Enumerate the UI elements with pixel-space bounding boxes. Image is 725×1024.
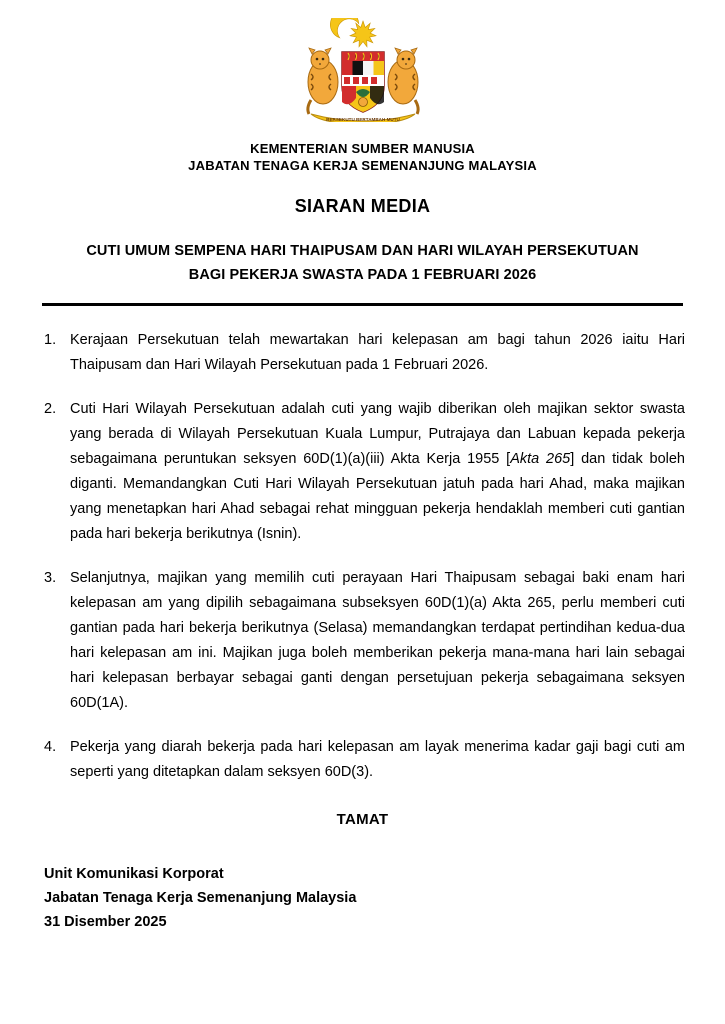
title-line-2: BAGI PEKERJA SWASTA PADA 1 FEBRUARI 2026 <box>188 267 537 283</box>
list-item-text: Selanjutnya, majikan yang memilih cuti perayaan Hari Thaipusam sebagai baki enam hari kelepasan am yang dipilih sebagaimana subseksyen 60D(1)(a) Akta 265, perlu memberi cuti gantian pada hari bekerja berikutnya (Selasa) memandangkan terdapat pertindihan kedua-dua hari kelepasan am ini. Majikan juga boleh memberikan pekerja mana-mana hari lain sebagai hari kelepasan berbayar sebagai ganti dengan persetujuan pekerja sebagaimana seksyen 60D(1A). <box>70 570 685 711</box>
signoff-block <box>32 862 693 934</box>
list-item <box>44 397 685 547</box>
malaysia-coat-of-arms-icon <box>283 18 443 122</box>
list-item-number: 3. <box>44 570 57 586</box>
title-line-1: CUTI UMUM SEMPENA HARI THAIPUSAM DAN HARI WILAYAH PERSEKUTUAN <box>86 243 639 259</box>
list-item <box>44 735 685 785</box>
divider <box>42 303 683 306</box>
end-marker: TAMAT <box>336 811 389 828</box>
list-item-number: 1. <box>44 332 57 348</box>
ministry-heading <box>32 140 693 174</box>
document-body <box>32 328 693 785</box>
list-item-number: 2. <box>44 401 57 417</box>
signoff-date: 31 Disember 2025 <box>44 914 167 930</box>
signoff-department: Jabatan Tenaga Kerja Semenanjung Malaysia <box>44 890 357 906</box>
svg-text:BERSEKUTU BERTAMBAH MUTU: BERSEKUTU BERTAMBAH MUTU <box>325 117 400 122</box>
crest-container <box>32 18 693 126</box>
list-item-text-italic: Akta 265 <box>510 451 571 467</box>
list-item <box>44 566 685 716</box>
list-item-text-part-1: Cuti Hari Wilayah Persekutuan adalah cuti yang wajib diberikan oleh majikan sektor swasta yang berada di Wilayah Persekutuan Kuala Lumpur, Putrajaya dan Labuan kepada pekerja sebagaimana peruntukan seksyen 60D(1)(a)(iii) Akta Kerja 1955 [ <box>70 401 685 467</box>
list-item-text: Pekerja yang diarah bekerja pada hari kelepasan am layak menerima kadar gaji bagi cuti am seperti yang ditetapkan dalam seksyen 60D(3). <box>70 739 685 780</box>
ministry-line-1: KEMENTERIAN SUMBER MANUSIA <box>250 141 475 156</box>
list-item-number: 4. <box>44 739 57 755</box>
list-item-text-part-2: ] dan tidak boleh diganti. Memandangkan Cuti Hari Wilayah Persekutuan jatuh pada hari Ahad, maka majikan yang menetapkan hari Ahad sebagai rehat mingguan pekerja hendaklah memberi cuti gantian pada hari bekerja berikutnya (Isnin). <box>70 451 685 542</box>
page-title <box>32 239 693 287</box>
document-type: SIARAN MEDIA <box>294 196 431 216</box>
list-item-text <box>70 397 685 547</box>
signoff-unit: Unit Komunikasi Korporat <box>44 866 224 882</box>
ministry-line-2: JABATAN TENAGA KERJA SEMENANJUNG MALAYSIA <box>188 158 537 173</box>
list-item <box>44 328 685 378</box>
list-item-text: Kerajaan Persekutuan telah mewartakan hari kelepasan am bagi tahun 2026 iaitu Hari Thaipusam dan Hari Wilayah Persekutuan pada 1 Februari 2026. <box>70 332 685 373</box>
